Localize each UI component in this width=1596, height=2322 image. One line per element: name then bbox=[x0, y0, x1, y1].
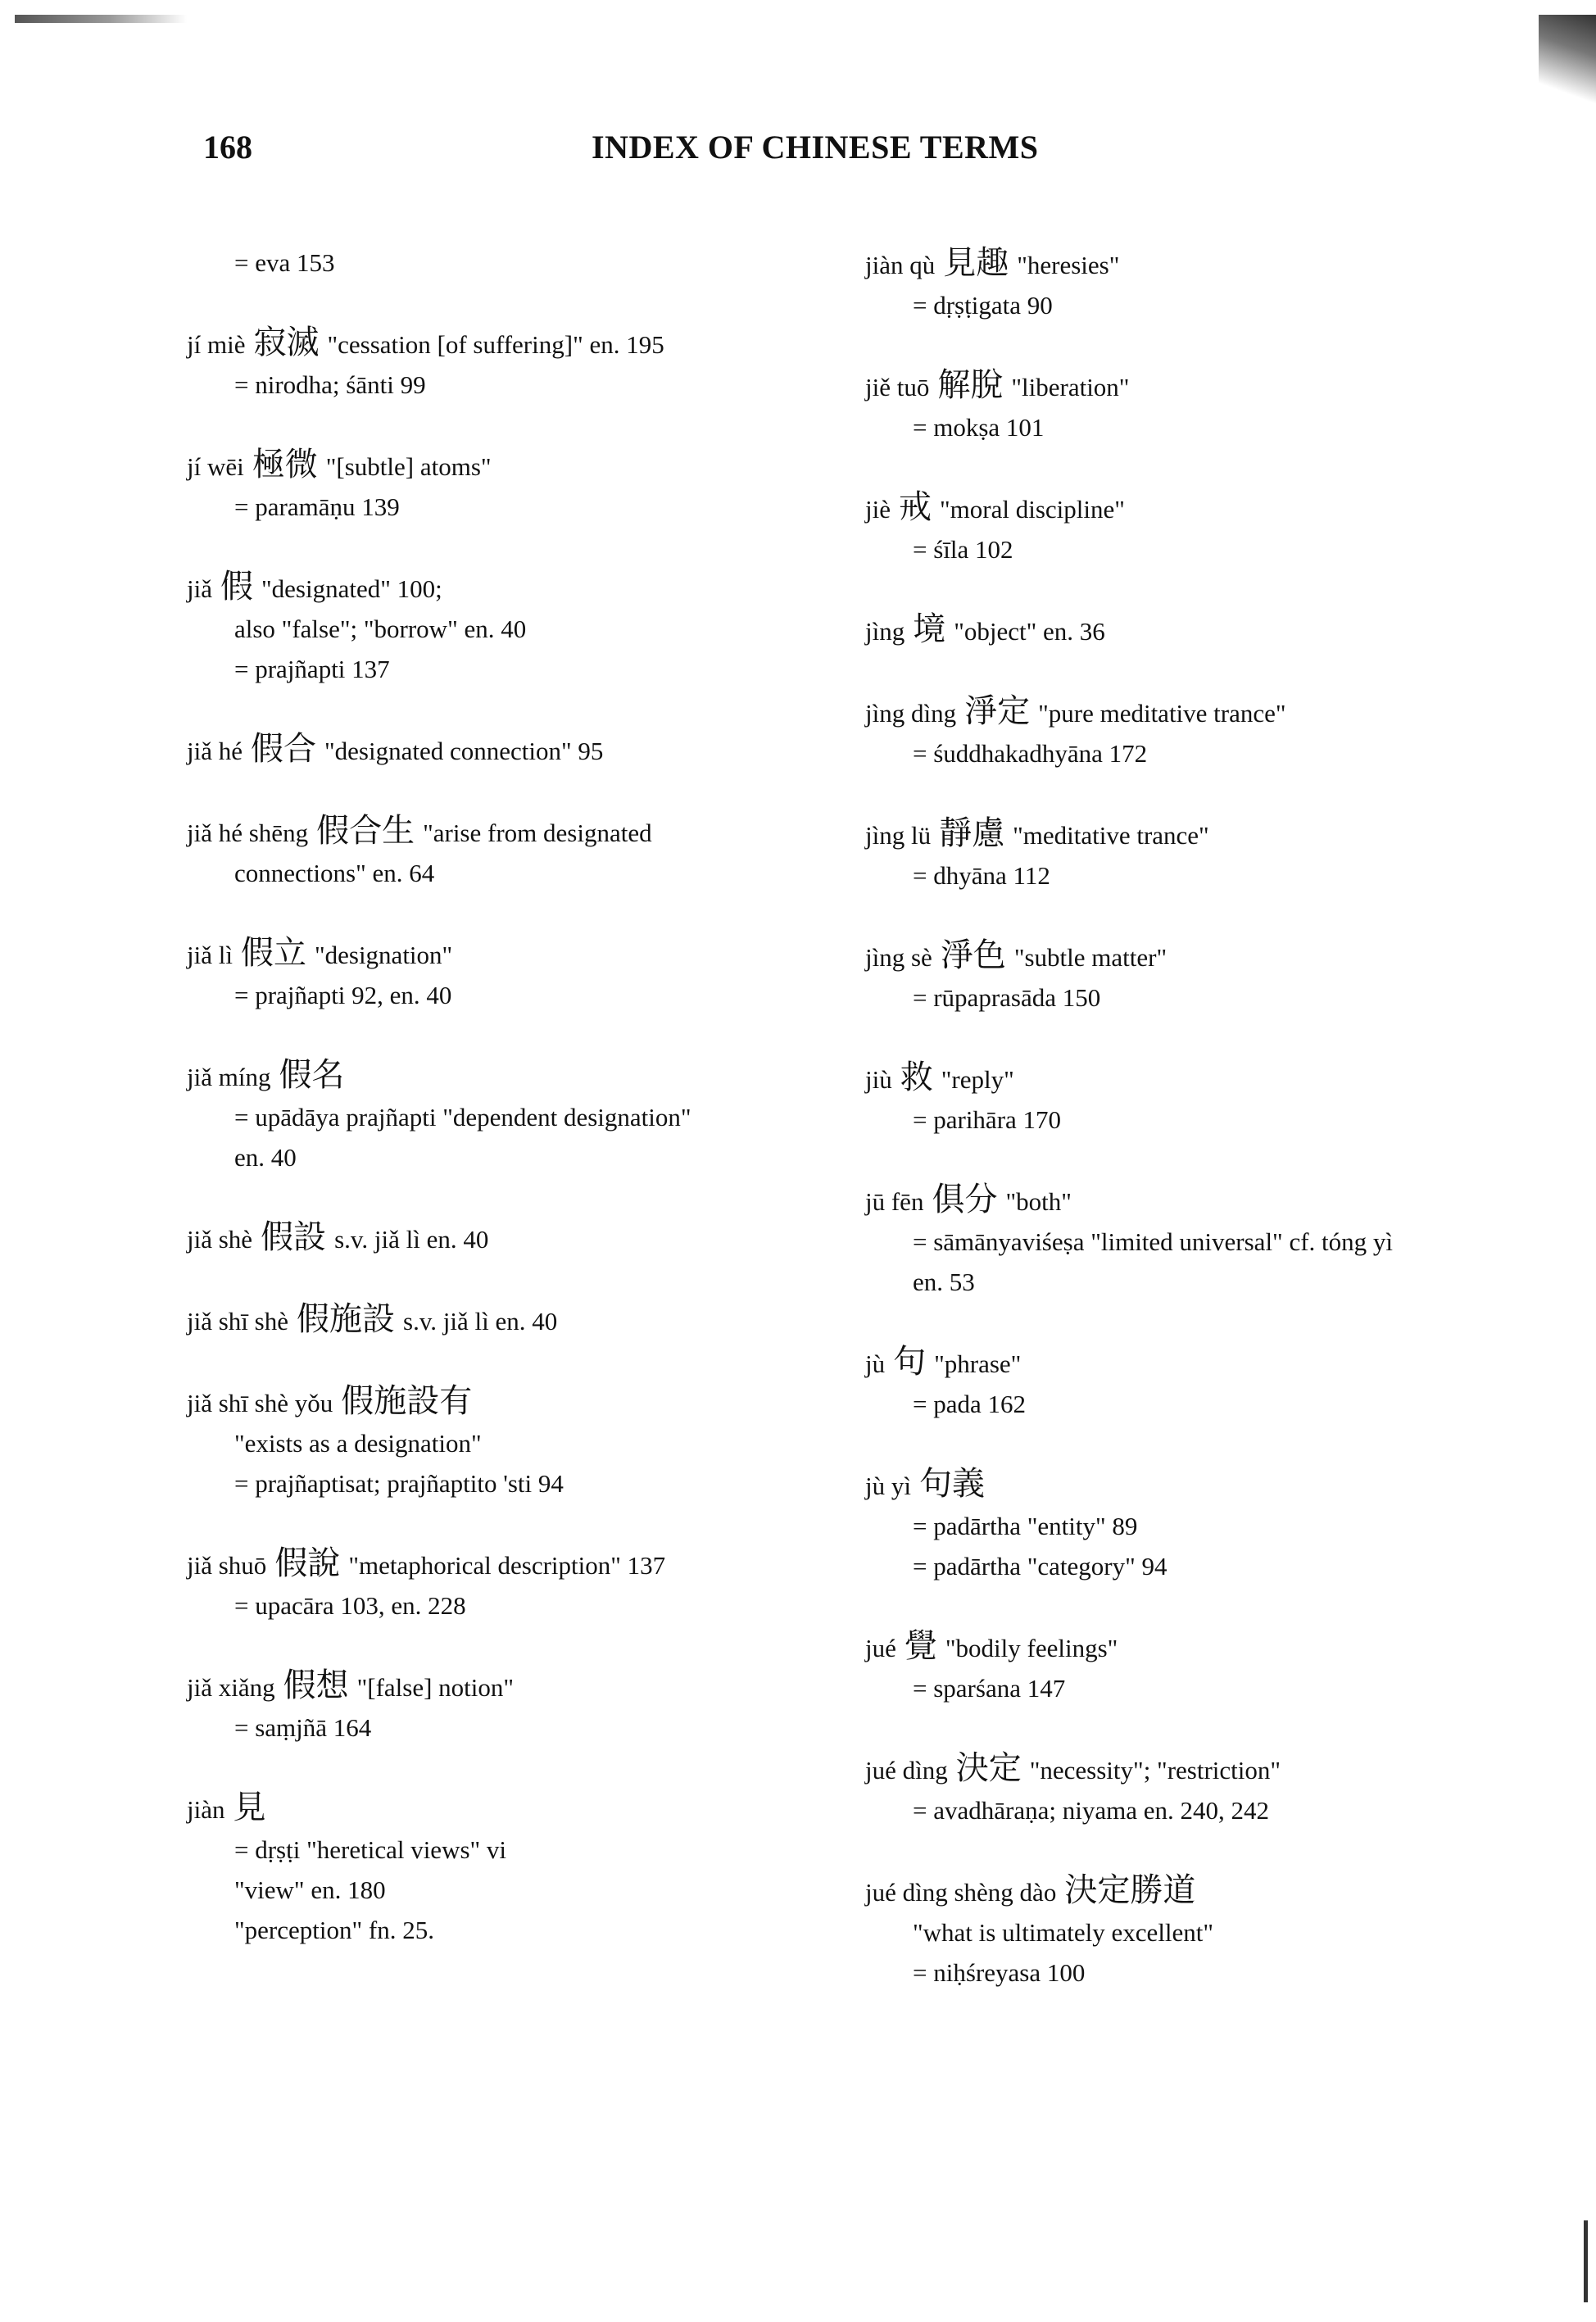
term-gloss: "reply" bbox=[941, 1065, 1014, 1094]
entry-headline bbox=[865, 691, 1537, 733]
term-gloss: "arise from designated bbox=[423, 819, 652, 847]
entry-subline: = upacāra 103, en. 228 bbox=[234, 1591, 466, 1620]
entry-subline: = rūpaprasāda 150 bbox=[913, 983, 1101, 1012]
chinese-characters: 淨色 bbox=[940, 937, 1006, 973]
term-gloss: "[false] notion" bbox=[356, 1673, 515, 1702]
entry-headline bbox=[187, 322, 859, 365]
entry-headline bbox=[865, 1626, 1537, 1668]
scan-artifact-corner bbox=[1539, 15, 1596, 113]
entry-subline: = upādāya prajñapti "dependent designation" bbox=[234, 1103, 691, 1132]
pinyin-term: jué bbox=[865, 1634, 896, 1662]
chinese-characters: 假想 bbox=[283, 1667, 349, 1703]
chinese-characters: 假施設 bbox=[297, 1300, 395, 1337]
entry-headline bbox=[865, 1463, 1537, 1506]
pinyin-term: jiǎ shī shè yǒu bbox=[187, 1389, 333, 1417]
pinyin-term: jiě tuō bbox=[865, 373, 930, 401]
index-entry bbox=[187, 566, 859, 689]
entry-subline: en. 53 bbox=[913, 1268, 975, 1296]
index-entry bbox=[187, 1381, 859, 1503]
entry-headline bbox=[865, 243, 1537, 285]
chinese-characters: 決定勝道 bbox=[1064, 1871, 1196, 1908]
entry-headline bbox=[187, 1299, 859, 1341]
chinese-characters: 假設 bbox=[261, 1218, 327, 1255]
term-gloss: "cessation [of suffering]" en. 195 bbox=[327, 330, 664, 359]
entry-headline bbox=[187, 1054, 859, 1097]
index-entry bbox=[187, 1665, 859, 1748]
entry-subline: = dṛṣṭi "heretical views" vi bbox=[234, 1835, 507, 1864]
entry-subline: = prajñapti 92, en. 40 bbox=[234, 981, 452, 1009]
entry-subline: = dṛṣṭigata 90 bbox=[913, 291, 1053, 320]
scan-artifact-top bbox=[15, 15, 187, 23]
entry-headline bbox=[865, 1870, 1537, 1912]
entry-headline bbox=[187, 1217, 859, 1259]
entry-headline bbox=[865, 1179, 1537, 1222]
pinyin-term: jiǎ bbox=[187, 574, 212, 603]
chinese-characters: 句義 bbox=[918, 1465, 985, 1502]
entry-headline bbox=[187, 1381, 859, 1423]
term-gloss: s.v. jiǎ lì en. 40 bbox=[403, 1307, 558, 1336]
chinese-characters: 假 bbox=[220, 568, 253, 605]
entry-subline: = pada 162 bbox=[913, 1390, 1027, 1418]
pinyin-term: jí wēi bbox=[187, 452, 244, 481]
pinyin-term: jiǎ míng bbox=[187, 1063, 271, 1091]
term-gloss: "object" en. 36 bbox=[954, 617, 1105, 646]
chinese-characters: 極微 bbox=[252, 446, 318, 483]
chinese-characters: 境 bbox=[913, 610, 946, 647]
entry-headline bbox=[187, 1543, 859, 1585]
pinyin-term: jìng sè bbox=[865, 943, 932, 972]
entry-subline: "view" en. 180 bbox=[234, 1875, 386, 1904]
term-gloss: "subtle matter" bbox=[1013, 943, 1168, 972]
pinyin-term: jiàn bbox=[187, 1795, 225, 1824]
index-entry bbox=[187, 444, 859, 527]
pinyin-term: jù yì bbox=[865, 1472, 911, 1500]
entry-subline: = padārtha "entity" 89 bbox=[913, 1512, 1138, 1540]
entry-headline bbox=[865, 609, 1537, 651]
entry-headline bbox=[187, 1665, 859, 1707]
pinyin-term: jiǎ lì bbox=[187, 941, 233, 969]
index-entry bbox=[187, 932, 859, 1015]
index-entry bbox=[865, 243, 1537, 325]
pinyin-term: jué dìng bbox=[865, 1756, 948, 1785]
chinese-characters: 解脫 bbox=[937, 366, 1004, 403]
running-head-title: INDEX OF CHINESE TERMS bbox=[592, 129, 1039, 166]
entry-headline bbox=[187, 444, 859, 487]
chinese-characters: 寂滅 bbox=[253, 324, 320, 361]
entry-subline: = avadhāraṇa; niyama en. 240, 242 bbox=[913, 1796, 1269, 1825]
index-entry bbox=[865, 1341, 1537, 1424]
entry-subline: = padārtha "category" 94 bbox=[913, 1552, 1168, 1581]
entry-subline: = eva 153 bbox=[234, 248, 335, 277]
pinyin-term: jìng lü bbox=[865, 821, 932, 850]
index-entry bbox=[187, 243, 859, 283]
term-gloss: "both" bbox=[1005, 1187, 1072, 1216]
pinyin-term: jiǎ hé bbox=[187, 737, 243, 765]
entry-subline: = parihāra 170 bbox=[913, 1105, 1062, 1134]
entry-subline: = nirodha; śānti 99 bbox=[234, 370, 426, 399]
pinyin-term: jìng dìng bbox=[865, 699, 957, 728]
page-number: 168 bbox=[203, 129, 252, 166]
term-gloss: "heresies" bbox=[1017, 251, 1120, 279]
term-gloss: "pure meditative trance" bbox=[1038, 699, 1286, 728]
pinyin-term: jué dìng shèng dào bbox=[865, 1878, 1057, 1907]
chinese-characters: 假施設有 bbox=[341, 1382, 473, 1419]
entry-headline bbox=[865, 1057, 1537, 1100]
index-entry bbox=[865, 1626, 1537, 1708]
index-entry bbox=[865, 935, 1537, 1018]
chinese-characters: 假立 bbox=[240, 934, 306, 971]
pinyin-term: jiǎ xiǎng bbox=[187, 1673, 275, 1702]
entry-headline bbox=[865, 813, 1537, 855]
entry-subline: = saṃjñā 164 bbox=[234, 1713, 372, 1742]
pinyin-term: jìng bbox=[865, 617, 905, 646]
pinyin-term: jiù bbox=[865, 1065, 892, 1094]
scan-artifact-right bbox=[1584, 2220, 1588, 2302]
chinese-characters: 假合 bbox=[251, 730, 316, 767]
index-entry bbox=[865, 1870, 1537, 1993]
chinese-characters: 決定 bbox=[955, 1749, 1022, 1786]
index-entry bbox=[865, 1179, 1537, 1302]
index-entry bbox=[187, 1217, 859, 1259]
index-entry bbox=[187, 728, 859, 771]
index-entry bbox=[187, 810, 859, 893]
index-entry bbox=[187, 1787, 859, 1950]
term-gloss: "liberation" bbox=[1011, 373, 1130, 401]
entry-headline bbox=[865, 487, 1537, 529]
entry-subline: = niḥśreyasa 100 bbox=[913, 1958, 1086, 1987]
chinese-characters: 戒 bbox=[899, 488, 932, 525]
pinyin-term: jiàn qù bbox=[865, 251, 936, 279]
chinese-characters: 覺 bbox=[904, 1627, 937, 1664]
index-entry bbox=[865, 691, 1537, 773]
index-entry bbox=[865, 609, 1537, 651]
term-gloss: "necessity"; "restriction" bbox=[1029, 1756, 1281, 1785]
entry-subline: = dhyāna 112 bbox=[913, 861, 1050, 890]
index-entry bbox=[187, 322, 859, 405]
entry-subline: = śīla 102 bbox=[913, 535, 1013, 564]
pinyin-term: jiǎ shuō bbox=[187, 1551, 267, 1580]
entry-subline: = śuddhakadhyāna 172 bbox=[913, 739, 1148, 768]
chinese-characters: 假名 bbox=[279, 1056, 345, 1093]
index-entry bbox=[187, 1054, 859, 1177]
term-gloss: "designated" 100; bbox=[261, 574, 442, 603]
index-entry bbox=[187, 1543, 859, 1626]
index-entry bbox=[865, 1463, 1537, 1586]
entry-headline bbox=[187, 728, 859, 771]
index-entry bbox=[865, 1057, 1537, 1140]
term-gloss: "meditative trance" bbox=[1013, 821, 1209, 850]
index-entry bbox=[865, 813, 1537, 896]
pinyin-term: jiǎ hé shēng bbox=[187, 819, 309, 847]
pinyin-term: jiǎ shī shè bbox=[187, 1307, 288, 1336]
term-gloss: "designation" bbox=[314, 941, 453, 969]
chinese-characters: 靜慮 bbox=[939, 814, 1005, 851]
entry-headline bbox=[865, 1341, 1537, 1384]
entry-headline bbox=[865, 935, 1537, 977]
index-entry bbox=[865, 365, 1537, 447]
entry-subline: en. 40 bbox=[234, 1143, 297, 1172]
index-column-right bbox=[865, 243, 1537, 2032]
entry-subline: connections" en. 64 bbox=[234, 859, 435, 887]
entry-subline: also "false"; "borrow" en. 40 bbox=[234, 615, 527, 643]
index-entry bbox=[865, 487, 1537, 569]
chinese-characters: 假合生 bbox=[316, 812, 415, 849]
chinese-characters: 見 bbox=[233, 1789, 266, 1825]
term-gloss: "bodily feelings" bbox=[945, 1634, 1118, 1662]
entry-subline: "perception" fn. 25. bbox=[234, 1916, 434, 1944]
chinese-characters: 俱分 bbox=[932, 1181, 998, 1218]
pinyin-term: jí miè bbox=[187, 330, 246, 359]
entry-subline: = mokṣa 101 bbox=[913, 413, 1045, 442]
chinese-characters: 淨定 bbox=[964, 692, 1031, 729]
entry-subline: = paramāṇu 139 bbox=[234, 492, 400, 521]
term-gloss: s.v. jiǎ lì en. 40 bbox=[334, 1225, 489, 1254]
pinyin-term: jù bbox=[865, 1349, 886, 1378]
entry-headline bbox=[865, 1748, 1537, 1790]
entry-headline bbox=[865, 365, 1537, 407]
index-entry bbox=[187, 1299, 859, 1341]
chinese-characters: 見趣 bbox=[943, 244, 1009, 281]
pinyin-term: jiè bbox=[865, 495, 891, 524]
entry-subline: = prajñapti 137 bbox=[234, 655, 390, 683]
chinese-characters: 句 bbox=[893, 1343, 927, 1380]
entry-headline bbox=[187, 566, 859, 609]
entry-subline: = sparśana 147 bbox=[913, 1674, 1066, 1703]
entry-subline: "exists as a designation" bbox=[234, 1429, 482, 1458]
entry-subline: = prajñaptisat; prajñaptito 'sti 94 bbox=[234, 1469, 564, 1498]
entry-headline bbox=[187, 1787, 859, 1830]
index-entry bbox=[865, 1748, 1537, 1830]
term-gloss: "[subtle] atoms" bbox=[325, 452, 492, 481]
term-gloss: "moral discipline" bbox=[940, 495, 1125, 524]
entry-subline: = sāmānyaviśeṣa "limited universal" cf. tóng yì bbox=[913, 1227, 1394, 1256]
entry-headline bbox=[187, 810, 859, 853]
index-column-left bbox=[187, 243, 859, 1989]
term-gloss: "metaphorical description" 137 bbox=[348, 1551, 666, 1580]
term-gloss: "designated connection" 95 bbox=[324, 737, 604, 765]
chinese-characters: 假說 bbox=[274, 1544, 341, 1581]
entry-subline: "what is ultimately excellent" bbox=[913, 1918, 1214, 1947]
pinyin-term: jiǎ shè bbox=[187, 1225, 253, 1254]
pinyin-term: jū fēn bbox=[865, 1187, 924, 1216]
term-gloss: "phrase" bbox=[934, 1349, 1022, 1378]
entry-headline bbox=[187, 932, 859, 975]
chinese-characters: 救 bbox=[900, 1059, 933, 1095]
